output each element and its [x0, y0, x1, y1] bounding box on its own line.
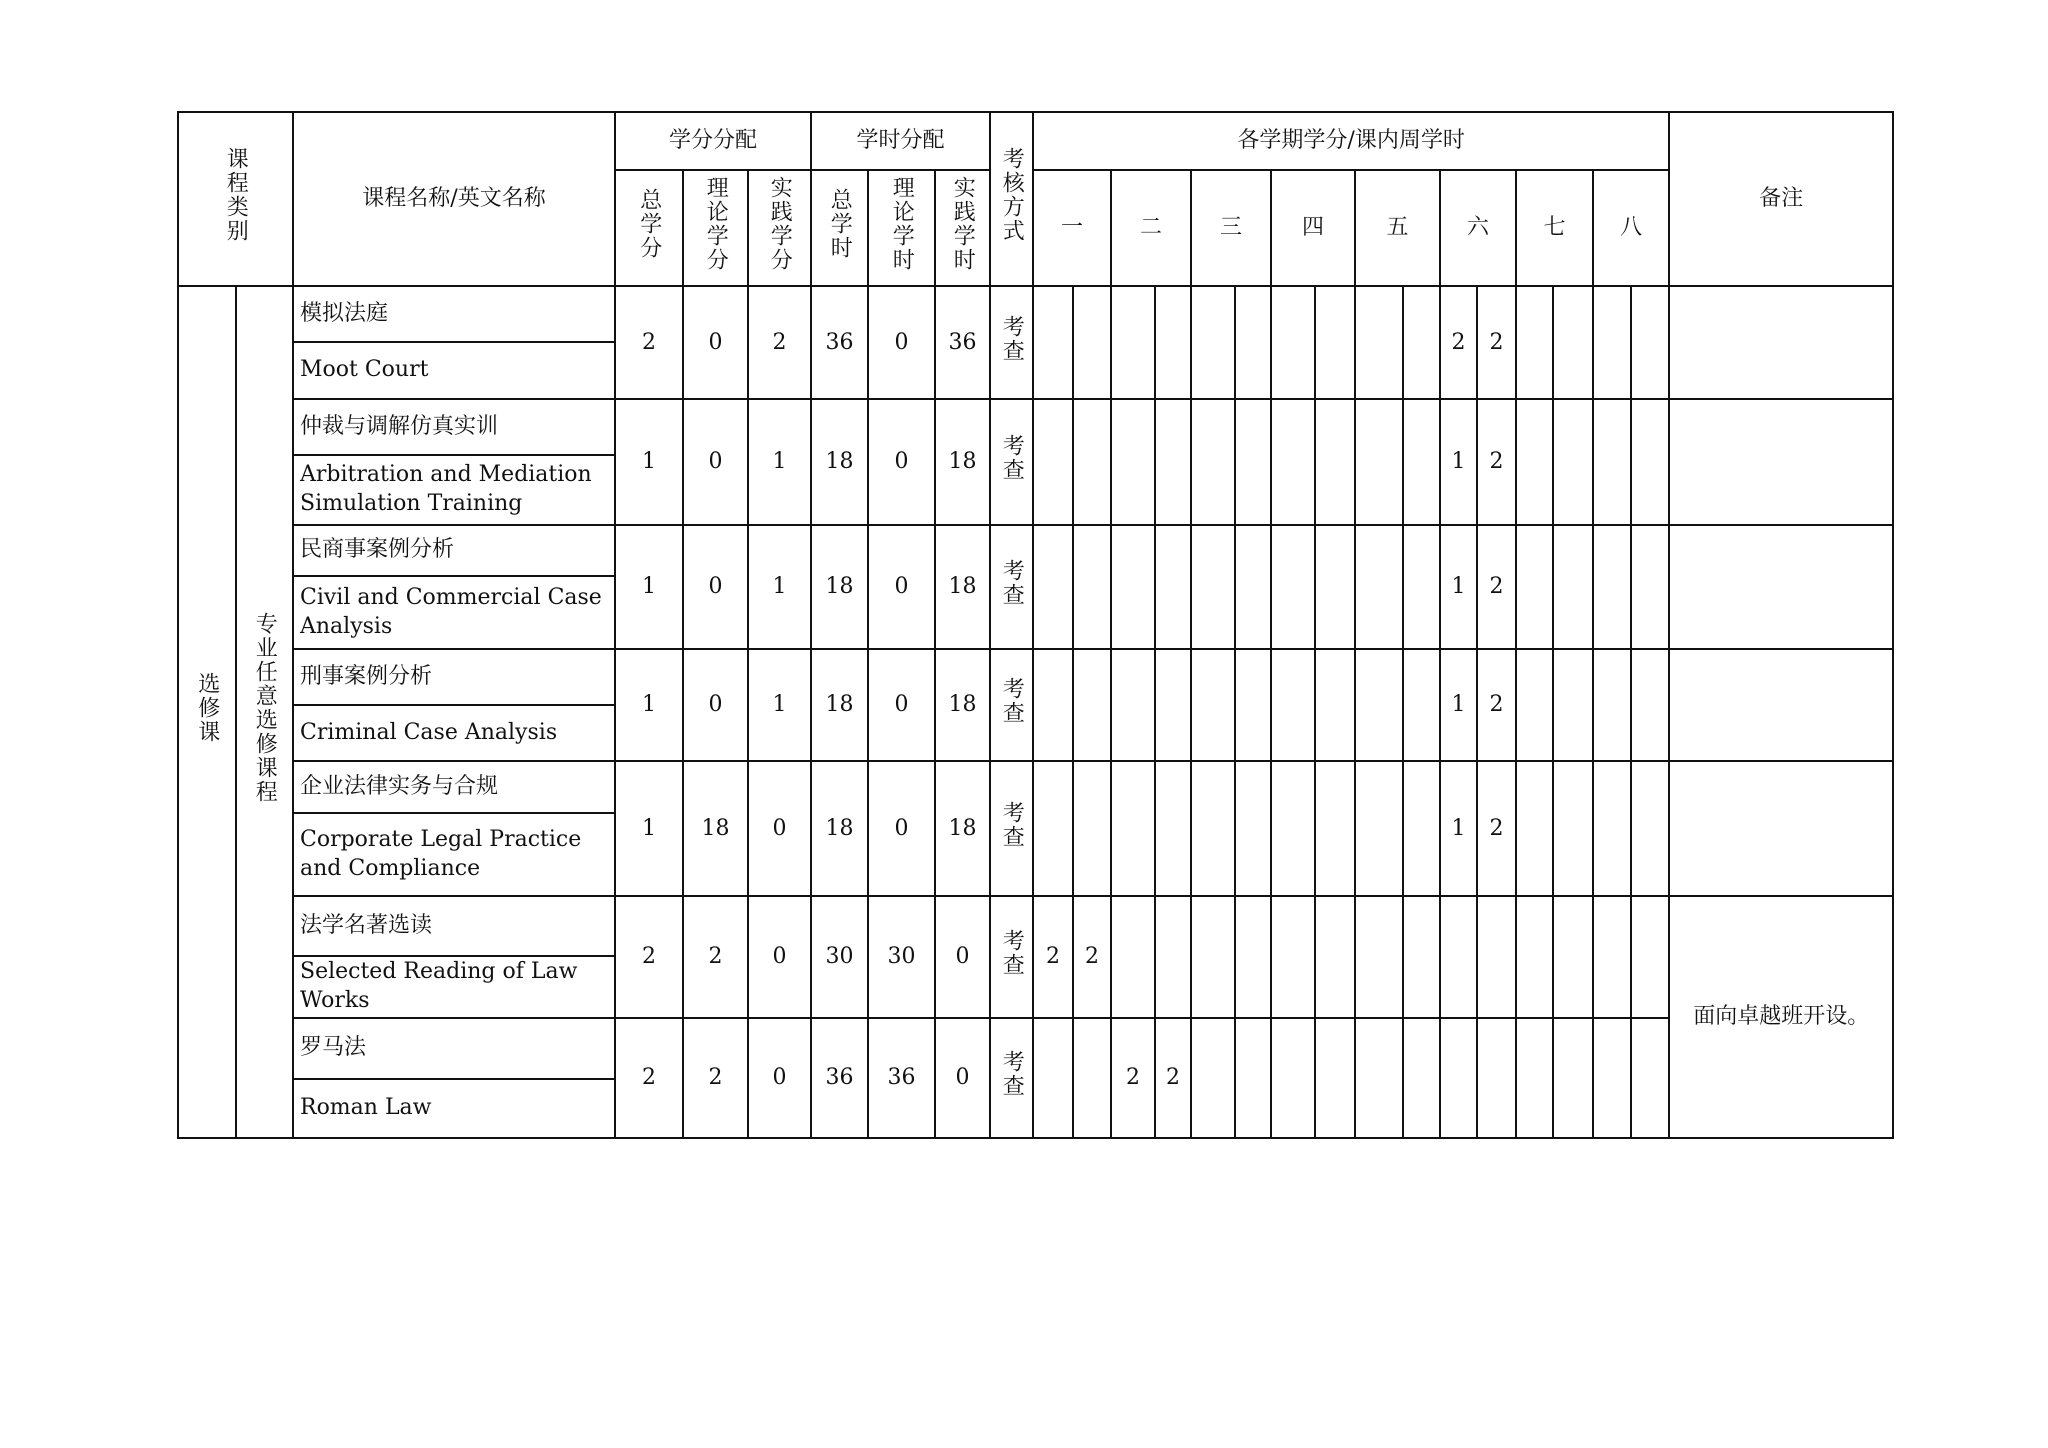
semester-credits-cell	[1516, 649, 1553, 761]
semester-hours-cell	[1235, 761, 1271, 896]
practice-hours-cell: 18	[935, 761, 990, 896]
semester-credits-cell	[1191, 1018, 1235, 1138]
semester-hours-cell	[1235, 525, 1271, 649]
semester-hours-cell	[1235, 1018, 1271, 1138]
semester-hours-cell	[1631, 1018, 1669, 1138]
remarks-cell	[1669, 649, 1893, 761]
semester-hours-cell	[1553, 761, 1593, 896]
semester-hours-cell	[1073, 649, 1111, 761]
header-assessment-label: 考核方式	[999, 147, 1025, 244]
total-credits-cell: 1	[615, 761, 683, 896]
course-name-en: Civil and Commercial Case Analysis	[293, 576, 615, 649]
semester-hours-cell	[1553, 399, 1593, 525]
total-hours-cell: 36	[811, 286, 868, 399]
semester-hours-cell: 2	[1477, 761, 1516, 896]
semester-hours-cell	[1155, 525, 1191, 649]
table-row	[178, 896, 1893, 956]
table-row	[178, 649, 1893, 705]
theory-credits-cell: 0	[683, 525, 748, 649]
total-credits-cell: 1	[615, 525, 683, 649]
assessment-label: 考查	[999, 677, 1025, 726]
semester-credits-cell: 1	[1440, 525, 1477, 649]
header-semester-3: 三	[1191, 170, 1271, 286]
header-semester-8: 八	[1593, 170, 1669, 286]
semester-hours-cell: 2	[1155, 1018, 1191, 1138]
semester-credits-cell	[1440, 896, 1477, 1018]
semester-credits-cell	[1111, 525, 1155, 649]
course-name-cn: 企业法律实务与合规	[293, 761, 615, 813]
category-sub-label: 专业任意选修课程	[252, 612, 278, 805]
assessment-cell	[990, 896, 1033, 1018]
semester-credits-cell	[1516, 399, 1553, 525]
assessment-cell	[990, 525, 1033, 649]
semester-hours-cell	[1631, 649, 1669, 761]
assessment-label: 考查	[999, 434, 1025, 483]
course-name-cn: 模拟法庭	[293, 286, 615, 342]
semester-hours-cell	[1315, 525, 1355, 649]
theory-hours-cell: 36	[868, 1018, 935, 1138]
semester-hours-cell: 2	[1477, 399, 1516, 525]
assessment-cell	[990, 649, 1033, 761]
semester-credits-cell	[1593, 1018, 1631, 1138]
total-hours-cell: 18	[811, 525, 868, 649]
semester-hours-cell: 2	[1477, 649, 1516, 761]
total-hours-cell: 30	[811, 896, 868, 1018]
semester-hours-cell	[1155, 761, 1191, 896]
course-name-cn: 刑事案例分析	[293, 649, 615, 705]
header-theory-credits	[683, 170, 748, 286]
practice-hours-cell: 0	[935, 1018, 990, 1138]
total-credits-cell: 1	[615, 399, 683, 525]
semester-credits-cell	[1271, 399, 1315, 525]
semester-hours-cell	[1235, 649, 1271, 761]
assessment-label: 考查	[999, 800, 1025, 849]
remarks-cell: 面向卓越班开设。	[1669, 896, 1893, 1138]
semester-hours-cell	[1631, 761, 1669, 896]
semester-hours-cell	[1403, 286, 1440, 399]
semester-hours-cell: 2	[1073, 896, 1111, 1018]
category-sub	[236, 286, 293, 1138]
theory-credits-cell: 2	[683, 896, 748, 1018]
semester-credits-cell	[1191, 896, 1235, 1018]
header-practice-credits	[748, 170, 811, 286]
header-semester-5: 五	[1355, 170, 1440, 286]
semester-credits-cell	[1271, 1018, 1315, 1138]
header-semester-7: 七	[1516, 170, 1593, 286]
remarks-cell	[1669, 525, 1893, 649]
semester-credits-cell	[1593, 896, 1631, 1018]
semester-credits-cell	[1355, 896, 1403, 1018]
semester-credits-cell	[1271, 525, 1315, 649]
practice-hours-cell: 0	[935, 896, 990, 1018]
header-category-label: 课程类别	[223, 147, 249, 244]
semester-hours-cell	[1235, 286, 1271, 399]
header-total-credits-label: 总学分	[636, 188, 662, 261]
table-row	[178, 525, 1893, 576]
total-hours-cell: 18	[811, 649, 868, 761]
header-total-hours	[811, 170, 868, 286]
course-name-cn: 罗马法	[293, 1018, 615, 1079]
semester-credits-cell: 1	[1440, 649, 1477, 761]
header-theory-credits-label: 理论学分	[703, 176, 729, 273]
semester-credits-cell	[1516, 896, 1553, 1018]
header-row-1	[178, 112, 1893, 170]
theory-hours-cell: 0	[868, 399, 935, 525]
practice-credits-cell: 0	[748, 896, 811, 1018]
total-credits-cell: 2	[615, 286, 683, 399]
semester-credits-cell	[1271, 761, 1315, 896]
semester-hours-cell	[1553, 896, 1593, 1018]
course-name-cn: 民商事案例分析	[293, 525, 615, 576]
header-practice-hours-label: 实践学时	[950, 176, 976, 273]
semester-hours-cell	[1315, 399, 1355, 525]
header-hours-group: 学时分配	[811, 112, 990, 170]
semester-credits-cell	[1033, 649, 1073, 761]
course-name-en: Selected Reading of Law Works	[293, 956, 615, 1018]
semester-hours-cell	[1477, 1018, 1516, 1138]
theory-credits-cell: 0	[683, 399, 748, 525]
theory-hours-cell: 0	[868, 286, 935, 399]
course-name-cn: 法学名著选读	[293, 896, 615, 956]
semester-credits-cell	[1111, 896, 1155, 1018]
course-name-en: Moot Court	[293, 342, 615, 399]
semester-hours-cell: 2	[1477, 525, 1516, 649]
header-course-name: 课程名称/英文名称	[293, 112, 615, 286]
header-theory-hours	[868, 170, 935, 286]
header-semester-1: 一	[1033, 170, 1111, 286]
semester-hours-cell	[1073, 525, 1111, 649]
assessment-cell	[990, 399, 1033, 525]
practice-credits-cell: 2	[748, 286, 811, 399]
semester-hours-cell	[1403, 1018, 1440, 1138]
semester-credits-cell	[1033, 525, 1073, 649]
header-credit-group: 学分分配	[615, 112, 811, 170]
semester-hours-cell	[1553, 525, 1593, 649]
semester-credits-cell	[1516, 1018, 1553, 1138]
semester-credits-cell	[1191, 649, 1235, 761]
total-credits-cell: 2	[615, 896, 683, 1018]
semester-credits-cell	[1593, 649, 1631, 761]
theory-hours-cell: 0	[868, 649, 935, 761]
semester-credits-cell	[1111, 286, 1155, 399]
theory-credits-cell: 0	[683, 286, 748, 399]
curriculum-table	[177, 111, 1894, 1139]
semester-hours-cell	[1631, 286, 1669, 399]
total-hours-cell: 36	[811, 1018, 868, 1138]
theory-credits-cell: 2	[683, 1018, 748, 1138]
semester-credits-cell: 1	[1440, 761, 1477, 896]
semester-hours-cell	[1315, 286, 1355, 399]
semester-credits-cell	[1191, 286, 1235, 399]
total-hours-cell: 18	[811, 399, 868, 525]
header-assessment	[990, 112, 1033, 286]
semester-credits-cell: 1	[1440, 399, 1477, 525]
semester-hours-cell	[1553, 649, 1593, 761]
header-total-hours-label: 总学时	[827, 188, 853, 261]
semester-hours-cell	[1073, 761, 1111, 896]
semester-credits-cell	[1355, 399, 1403, 525]
practice-credits-cell: 0	[748, 761, 811, 896]
semester-credits-cell	[1271, 649, 1315, 761]
category-main	[178, 286, 236, 1138]
table-row	[178, 286, 1893, 342]
category-main-label: 选修课	[194, 672, 220, 745]
header-practice-credits-label: 实践学分	[767, 176, 793, 273]
semester-hours-cell	[1315, 649, 1355, 761]
semester-credits-cell	[1593, 525, 1631, 649]
semester-hours-cell	[1315, 1018, 1355, 1138]
practice-hours-cell: 18	[935, 649, 990, 761]
semester-credits-cell	[1033, 761, 1073, 896]
semester-hours-cell	[1403, 399, 1440, 525]
practice-credits-cell: 1	[748, 525, 811, 649]
semester-credits-cell	[1191, 761, 1235, 896]
assessment-label: 考查	[999, 559, 1025, 608]
semester-credits-cell	[1516, 761, 1553, 896]
semester-hours-cell	[1315, 761, 1355, 896]
header-remarks: 备注	[1669, 112, 1893, 286]
semester-hours-cell	[1235, 896, 1271, 1018]
practice-hours-cell: 36	[935, 286, 990, 399]
header-semester-4: 四	[1271, 170, 1355, 286]
course-name-en: Roman Law	[293, 1079, 615, 1138]
remarks-cell	[1669, 761, 1893, 896]
semester-credits-cell	[1355, 1018, 1403, 1138]
semester-hours-cell	[1155, 649, 1191, 761]
header-semester-6: 六	[1440, 170, 1516, 286]
semester-credits-cell	[1355, 761, 1403, 896]
table-row	[178, 399, 1893, 455]
assessment-cell	[990, 1018, 1033, 1138]
assessment-cell	[990, 286, 1033, 399]
header-theory-hours-label: 理论学时	[889, 176, 915, 273]
semester-credits-cell	[1033, 286, 1073, 399]
assessment-label: 考查	[999, 314, 1025, 363]
semester-credits-cell	[1593, 286, 1631, 399]
header-practice-hours	[935, 170, 990, 286]
semester-hours-cell	[1631, 399, 1669, 525]
assessment-label: 考查	[999, 929, 1025, 978]
semester-hours-cell	[1073, 399, 1111, 525]
practice-hours-cell: 18	[935, 525, 990, 649]
remarks-cell	[1669, 399, 1893, 525]
semester-credits-cell	[1111, 761, 1155, 896]
theory-hours-cell: 0	[868, 761, 935, 896]
semester-credits-cell: 2	[1111, 1018, 1155, 1138]
header-total-credits	[615, 170, 683, 286]
theory-credits-cell: 0	[683, 649, 748, 761]
semester-hours-cell	[1403, 649, 1440, 761]
semester-hours-cell	[1553, 286, 1593, 399]
header-category	[178, 112, 293, 286]
semester-hours-cell	[1403, 525, 1440, 649]
practice-hours-cell: 18	[935, 399, 990, 525]
assessment-cell	[990, 761, 1033, 896]
semester-credits-cell	[1516, 525, 1553, 649]
semester-hours-cell	[1631, 525, 1669, 649]
semester-hours-cell	[1155, 896, 1191, 1018]
course-name-cn: 仲裁与调解仿真实训	[293, 399, 615, 455]
semester-credits-cell	[1593, 761, 1631, 896]
semester-hours-cell	[1073, 1018, 1111, 1138]
semester-hours-cell	[1403, 896, 1440, 1018]
semester-hours-cell	[1073, 286, 1111, 399]
total-credits-cell: 2	[615, 1018, 683, 1138]
semester-credits-cell	[1355, 525, 1403, 649]
semester-hours-cell	[1155, 286, 1191, 399]
semester-credits-cell	[1191, 525, 1235, 649]
theory-hours-cell: 0	[868, 525, 935, 649]
semester-credits-cell	[1033, 399, 1073, 525]
table-row	[178, 761, 1893, 813]
course-name-en: Criminal Case Analysis	[293, 705, 615, 761]
course-name-en: Arbitration and Mediation Simulation Training	[293, 455, 615, 525]
remarks-cell	[1669, 286, 1893, 399]
practice-credits-cell: 1	[748, 399, 811, 525]
table-row	[178, 1018, 1893, 1079]
practice-credits-cell: 1	[748, 649, 811, 761]
semester-credits-cell	[1033, 1018, 1073, 1138]
semester-hours-cell	[1315, 896, 1355, 1018]
semester-hours-cell	[1155, 399, 1191, 525]
semester-hours-cell	[1553, 1018, 1593, 1138]
semester-credits-cell	[1593, 399, 1631, 525]
semester-credits-cell	[1516, 286, 1553, 399]
course-name-en: Corporate Legal Practice and Compliance	[293, 813, 615, 896]
header-semester-2: 二	[1111, 170, 1191, 286]
assessment-label: 考查	[999, 1050, 1025, 1099]
practice-credits-cell: 0	[748, 1018, 811, 1138]
theory-hours-cell: 30	[868, 896, 935, 1018]
semester-hours-cell: 2	[1477, 286, 1516, 399]
semester-hours-cell	[1477, 896, 1516, 1018]
semester-credits-cell	[1440, 1018, 1477, 1138]
semester-hours-cell	[1631, 896, 1669, 1018]
semester-hours-cell	[1235, 399, 1271, 525]
total-credits-cell: 1	[615, 649, 683, 761]
semester-credits-cell: 2	[1033, 896, 1073, 1018]
semester-credits-cell: 2	[1440, 286, 1477, 399]
semester-credits-cell	[1355, 286, 1403, 399]
semester-credits-cell	[1271, 286, 1315, 399]
total-hours-cell: 18	[811, 761, 868, 896]
semester-credits-cell	[1111, 649, 1155, 761]
theory-credits-cell: 18	[683, 761, 748, 896]
semester-credits-cell	[1191, 399, 1235, 525]
semester-credits-cell	[1271, 896, 1315, 1018]
semester-credits-cell	[1355, 649, 1403, 761]
header-semester-group: 各学期学分/课内周学时	[1033, 112, 1669, 170]
semester-credits-cell	[1111, 399, 1155, 525]
semester-hours-cell	[1403, 761, 1440, 896]
